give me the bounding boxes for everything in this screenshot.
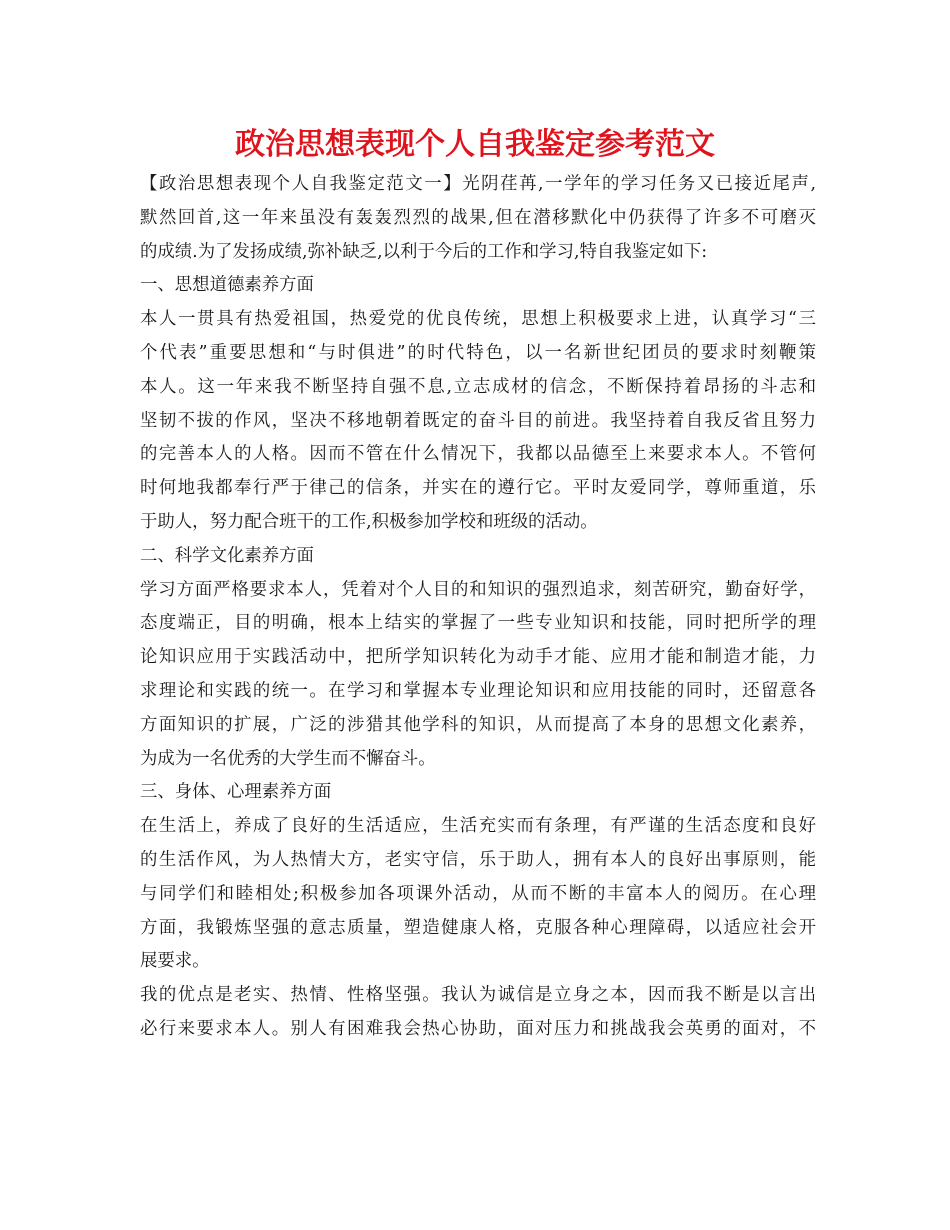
body-line: 本人。这一年来我不断坚持自强不息,立志成材的信念，不断保持着昂扬的斗志和 (140, 376, 816, 397)
body-line: 坚韧不拔的作风，坚决不移地朝着既定的奋斗目的前进。我坚持着自我反省且努力 (140, 410, 816, 431)
body-line: 的成绩.为了发扬成绩,弥补缺乏,以利于今后的工作和学习,特自我鉴定如下: (140, 241, 708, 262)
body-line: 在生活上，养成了良好的生活适应，生活充实而有条理，有严谨的生活态度和良好 (140, 816, 816, 837)
body-line: 展要求。 (140, 951, 210, 972)
body-line: 态度端正，目的明确，根本上结实的掌握了一些专业知识和技能，同时把所学的理 (140, 613, 816, 634)
body-line: 必行来要求本人。别人有困难我会热心协助，面对压力和挑战我会英勇的面对，不 (140, 1018, 816, 1039)
body-line: 与同学们和睦相处;积极参加各项课外活动，从而不断的丰富本人的阅历。在心理 (140, 883, 816, 904)
body-line: 的完善本人的人格。因而不管在什么情况下，我都以品德至上来要求本人。不管何 (140, 444, 816, 465)
body-line: 【政治思想表现个人自我鉴定范文一】光阴荏苒,一学年的学习任务又已接近尾声, (140, 174, 816, 194)
document-body (140, 168, 816, 1047)
body-line: 我的优点是老实、热情、性格坚强。我认为诚信是立身之本，因而我不断是以言出 (140, 985, 816, 1006)
body-line: 求理论和实践的统一。在学习和掌握本专业理论知识和应用技能的同时，还留意各 (140, 680, 816, 701)
body-line: 方面，我锻炼坚强的意志质量，塑造健康人格，克服各种心理障碍，以适应社会开 (140, 917, 816, 938)
body-line: 三、身体、心理素养方面 (140, 782, 332, 803)
body-line: 学习方面严格要求本人，凭着对个人目的和知识的强烈追求，刻苦研究，勤奋好学， (140, 579, 816, 600)
body-line: 的生活作风，为人热情大方，老实守信，乐于助人，拥有本人的良好出事原则，能 (140, 849, 816, 870)
body-line: 二、科学文化素养方面 (140, 545, 314, 566)
body-line: 论知识应用于实践活动中，把所学知识转化为动手才能、应用才能和制造才能，力 (140, 647, 816, 668)
body-line: 于助人，努力配合班干的工作,积极参加学校和班级的活动。 (140, 511, 598, 532)
body-line: 本人一贯具有热爱祖国，热爱党的优良传统，思想上积极要求上进，认真学习“三 (140, 309, 816, 330)
body-line: 默然回首,这一年来虽没有轰轰烈烈的战果,但在潜移默化中仍获得了许多不可磨灭 (140, 207, 816, 228)
body-line: 个代表”重要思想和“与时俱进”的时代特色，以一名新世纪团员的要求时刻鞭策 (140, 342, 816, 363)
document-title: 政治思想表现个人自我鉴定参考范文 (235, 127, 715, 162)
body-line: 时何地我都奉行严于律己的信条，并实在的遵行它。平时友爱同学，尊师重道，乐 (140, 478, 816, 499)
body-line: 方面知识的扩展，广泛的涉猎其他学科的知识，从而提高了本身的思想文化素养， (140, 714, 816, 735)
body-line: 一、思想道德素养方面 (140, 275, 314, 296)
body-line: 为成为一名优秀的大学生而不懈奋斗。 (140, 748, 436, 769)
